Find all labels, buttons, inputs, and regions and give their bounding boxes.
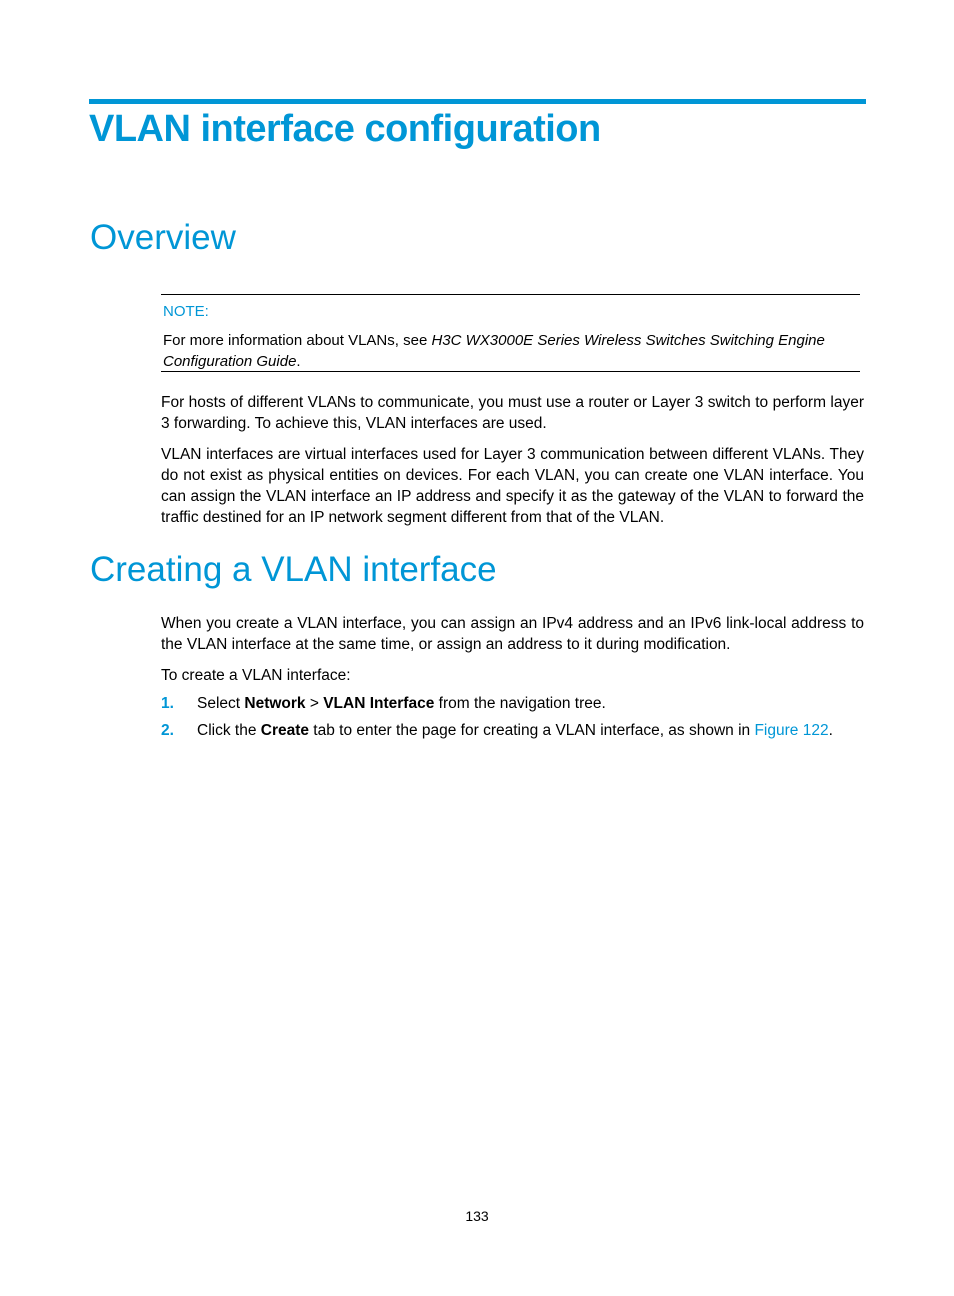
- note-book-title: H3C WX3000E Series Wireless Switches Switching Engine Configuration Guide: [163, 332, 825, 370]
- step-2: [161, 720, 864, 741]
- step-2-number: 2.: [161, 722, 174, 739]
- note-text-after: .: [296, 353, 301, 370]
- step-1-text-2: from the navigation tree.: [434, 695, 606, 712]
- step-1-number: 1.: [161, 695, 174, 712]
- step-2-tab-create: Create: [260, 722, 309, 739]
- note-text: [163, 330, 853, 372]
- step-2-text-3: .: [828, 722, 833, 739]
- overview-heading: Overview: [90, 218, 236, 257]
- overview-paragraph-2: VLAN interfaces are virtual interfaces used for Layer 3 communication between different VLANs. They do not exist as physical entities on devices. For each VLAN, you can create one VLAN interface. You can assign the VLAN interface an IP address and specify it as the gateway of the VLAN to forward the traffic destined for an IP network segment different from that of the VLAN.: [161, 446, 864, 526]
- overview-paragraph-1: For hosts of different VLANs to communicate, you must use a router or Layer 3 switch to perform layer 3 forwarding. To achieve this, VLAN interfaces are used.: [161, 394, 864, 432]
- step-1-text-1: Select: [197, 695, 245, 712]
- step-1-menu-vlan-interface: VLAN Interface: [323, 695, 435, 712]
- step-2-text-2: tab to enter the page for creating a VLAN interface, as shown in: [309, 722, 755, 739]
- chapter-title: VLAN interface configuration: [89, 108, 601, 150]
- figure-122-link[interactable]: Figure 122: [754, 722, 829, 739]
- creating-lead: To create a VLAN interface:: [161, 667, 351, 684]
- step-2-text-1: Click the: [197, 722, 261, 739]
- chapter-top-rule: [89, 99, 866, 104]
- note-box: [161, 294, 860, 372]
- creating-intro: When you create a VLAN interface, you can assign an IPv4 address and an IPv6 link-local address to the VLAN interface at the same time, or assign an address to it during modification.: [161, 615, 864, 653]
- note-label: NOTE:: [163, 303, 209, 320]
- step-1: [161, 693, 864, 714]
- step-1-menu-network: Network: [244, 695, 306, 712]
- note-text-before: For more information about VLANs, see: [163, 332, 432, 349]
- page-number: 133: [465, 1208, 489, 1224]
- creating-heading: Creating a VLAN interface: [90, 550, 497, 589]
- step-1-separator: >: [305, 695, 324, 712]
